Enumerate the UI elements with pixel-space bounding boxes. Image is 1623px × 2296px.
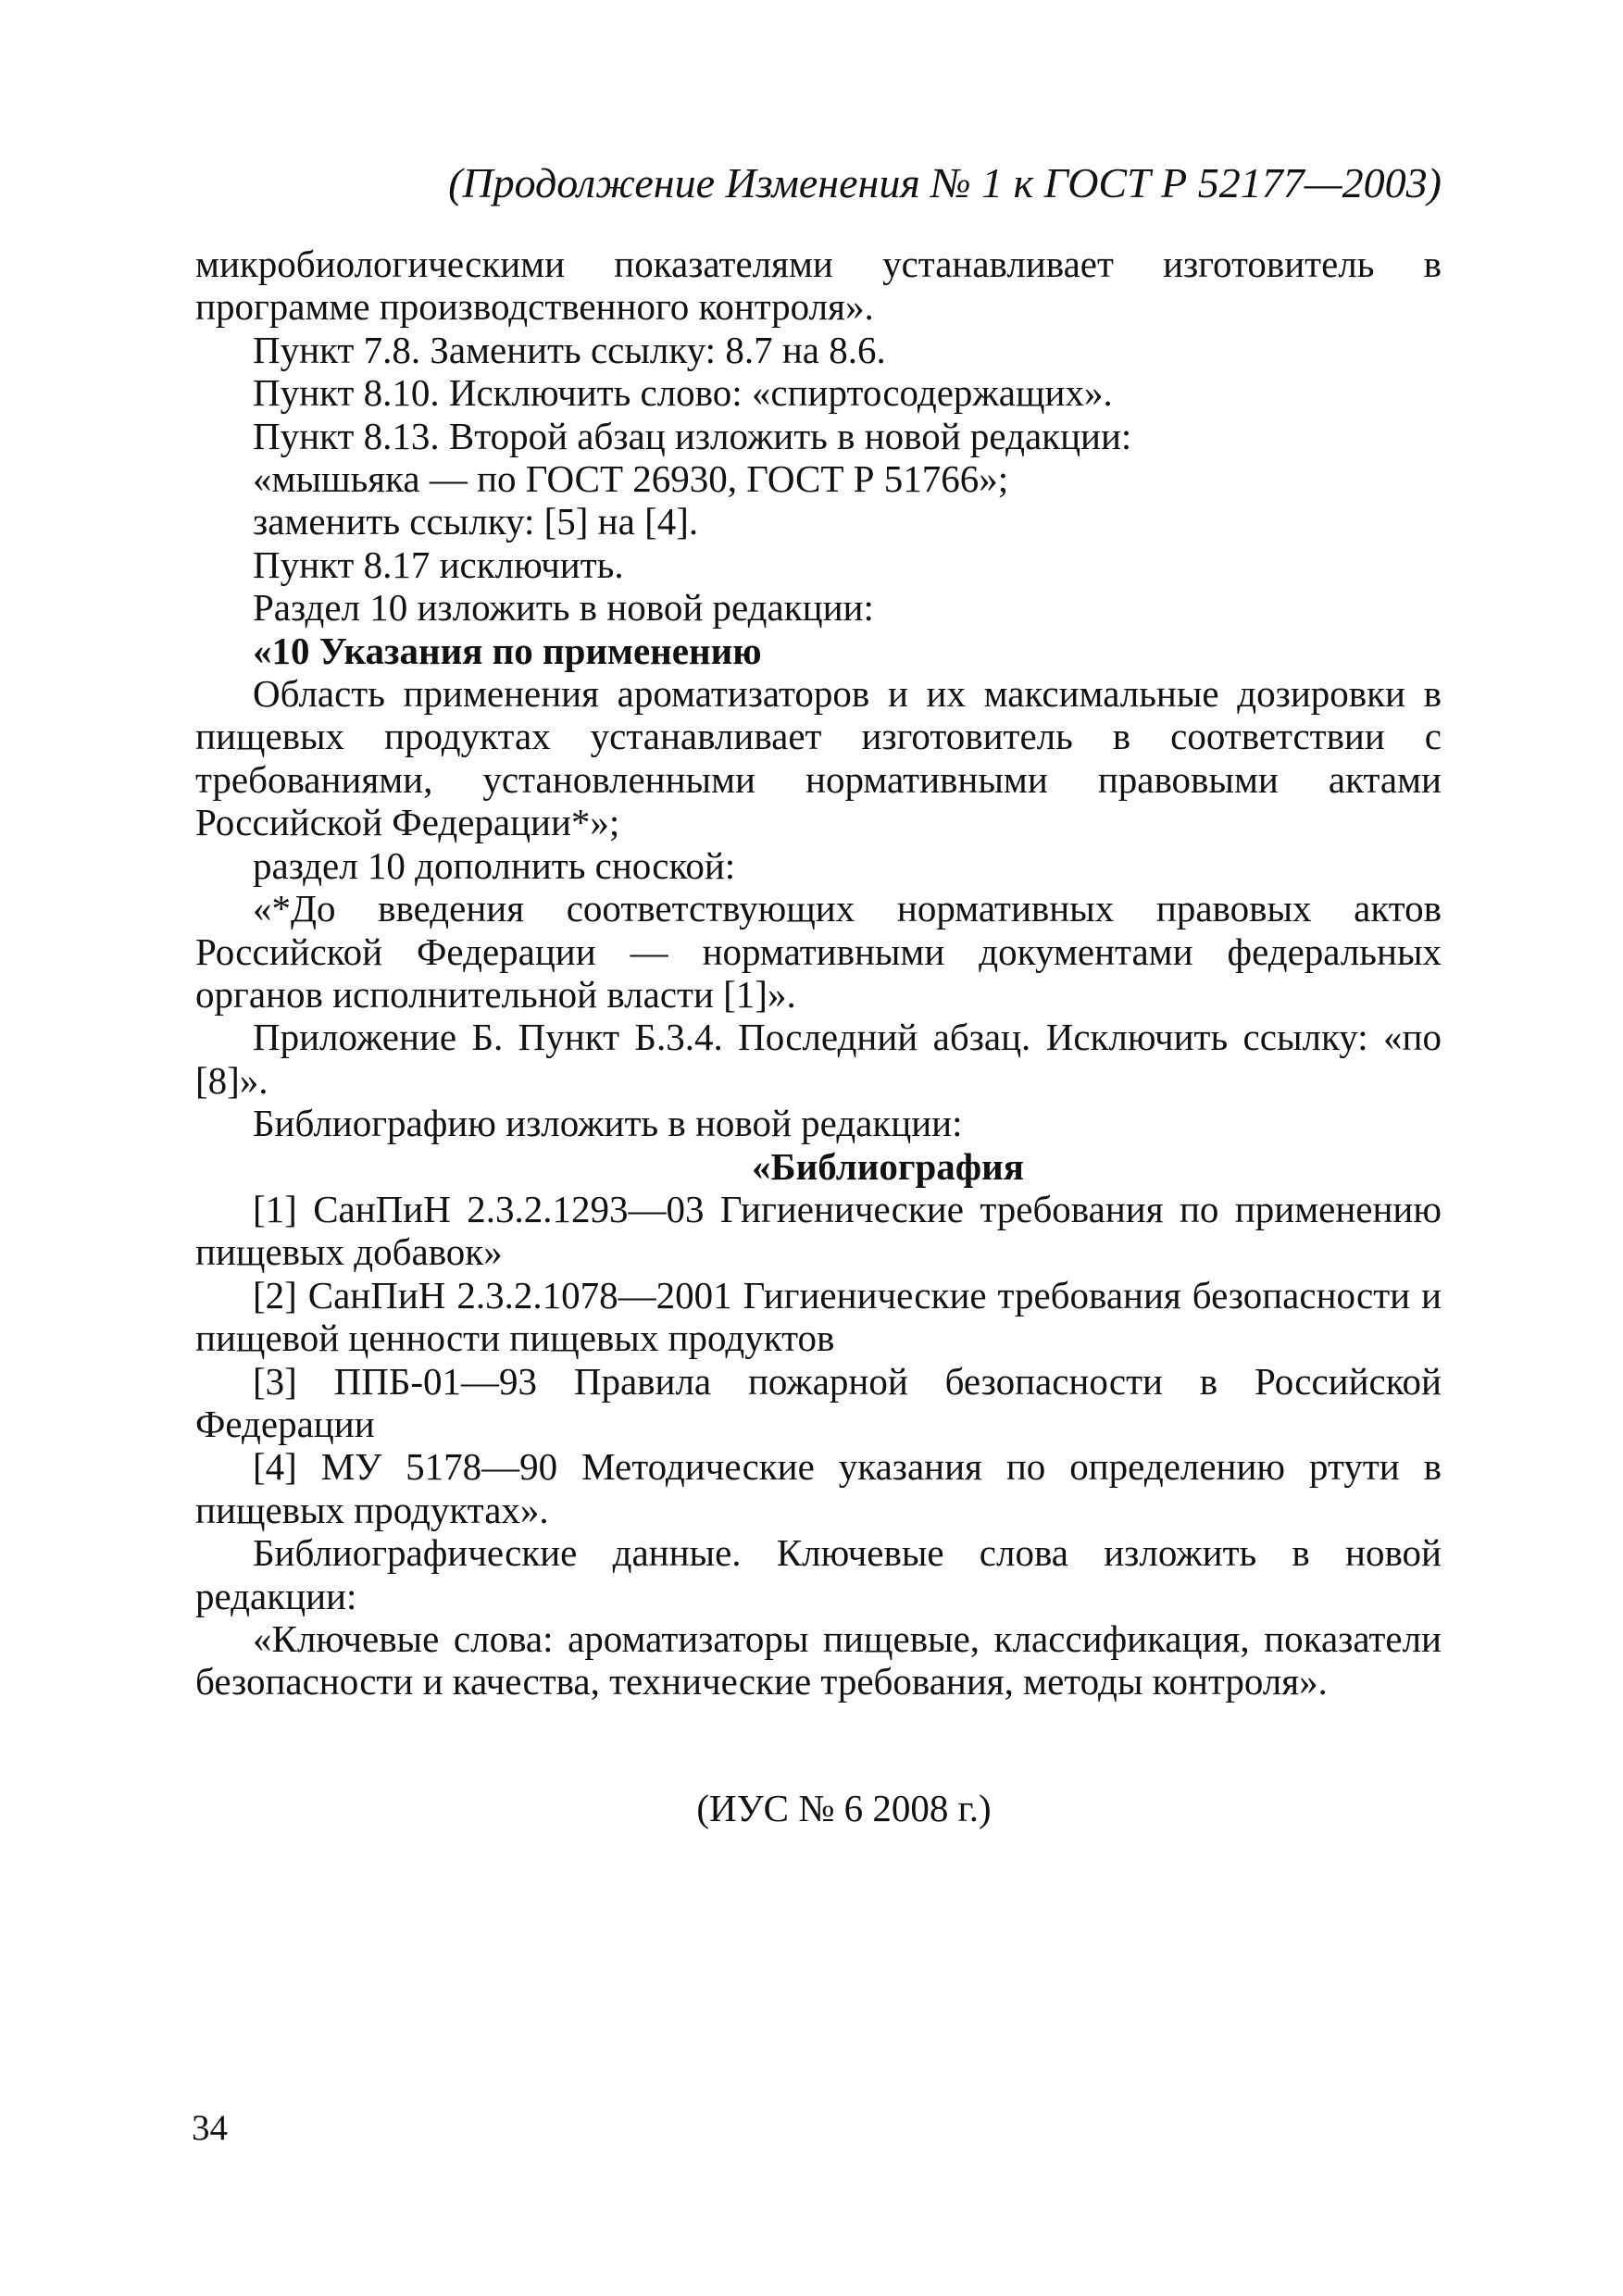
- bibliography-entry-3: [3] ППБ-01—93 Правила пожарной безопасности в Российской Федерации: [195, 1359, 1442, 1445]
- paragraph-item-8-13: Пункт 8.13. Второй абзац изложить в новой редакции:: [253, 414, 1132, 457]
- bibliography-entry-2: [2] СанПиН 2.3.2.1078—2001 Гигиенические требования безопасности и пищевой ценности пищевых продуктов: [195, 1273, 1442, 1360]
- paragraph-section-10: Раздел 10 изложить в новой редакции:: [253, 586, 874, 630]
- body-text: [195, 243, 1442, 1703]
- bibliography-entry-1: [1] СанПиН 2.3.2.1293—03 Гигиенические требования по применению пищевых добавок»: [195, 1187, 1442, 1274]
- paragraph-bibliography-intro: Библиографию изложить в новой редакции:: [253, 1102, 963, 1145]
- paragraph-appendix-b: Приложение Б. Пункт Б.3.4. Последний абзац. Исключить ссылку: «по [8]».: [195, 1016, 1442, 1102]
- bibliography-entry-4: [4] МУ 5178—90 Методические указания по определению ртути в пищевых продуктах».: [195, 1445, 1442, 1531]
- page-number: 34: [192, 2108, 228, 2148]
- section-10-heading: «10 Указания по применению: [253, 629, 762, 672]
- paragraph-add-footnote: раздел 10 дополнить сноской:: [253, 843, 736, 887]
- running-title: (Продолжение Изменения № 1 к ГОСТ Р 52177—2003): [448, 159, 1442, 206]
- issue-note: (ИУС № 6 2008 г.): [696, 1787, 992, 1829]
- paragraph-footnote-text: «*До введения соответствующих нормативных правовых актов Российской Федерации — нормативными документами федеральных органов исполнительной власти [1]».: [195, 887, 1442, 1016]
- paragraph-keywords-intro: Библиографические данные. Ключевые слова изложить в новой редакции:: [195, 1531, 1442, 1617]
- paragraph-item-8-17: Пункт 8.17 исключить.: [253, 543, 624, 586]
- paragraph-application-scope: Область применения ароматизаторов и их максимальные дозировки в пищевых продуктах устанавливает изготовитель в соответствии с требованиями, установленными нормативными правовыми актами Российской Федерации*»;: [195, 672, 1442, 844]
- paragraph-item-8-10: Пункт 8.10. Исключить слово: «спиртосодержащих».: [253, 371, 1113, 415]
- paragraph-replace-reference: заменить ссылку: [5] на [4].: [253, 500, 699, 543]
- paragraph-keywords: «Ключевые слова: ароматизаторы пищевые, классификация, показатели безопасности и качества, технические требования, методы контроля».: [195, 1617, 1442, 1703]
- paragraph-continuation: микробиологическими показателями устанавливает изготовитель в программе производственного контроля».: [195, 243, 1442, 329]
- paragraph-arsenic-reference: «мышьяка — по ГОСТ 26930, ГОСТ Р 51766»;: [253, 457, 1009, 501]
- paragraph-item-7-8: Пункт 7.8. Заменить ссылку: 8.7 на 8.6.: [253, 328, 886, 371]
- bibliography-heading: «Библиография: [752, 1144, 1024, 1188]
